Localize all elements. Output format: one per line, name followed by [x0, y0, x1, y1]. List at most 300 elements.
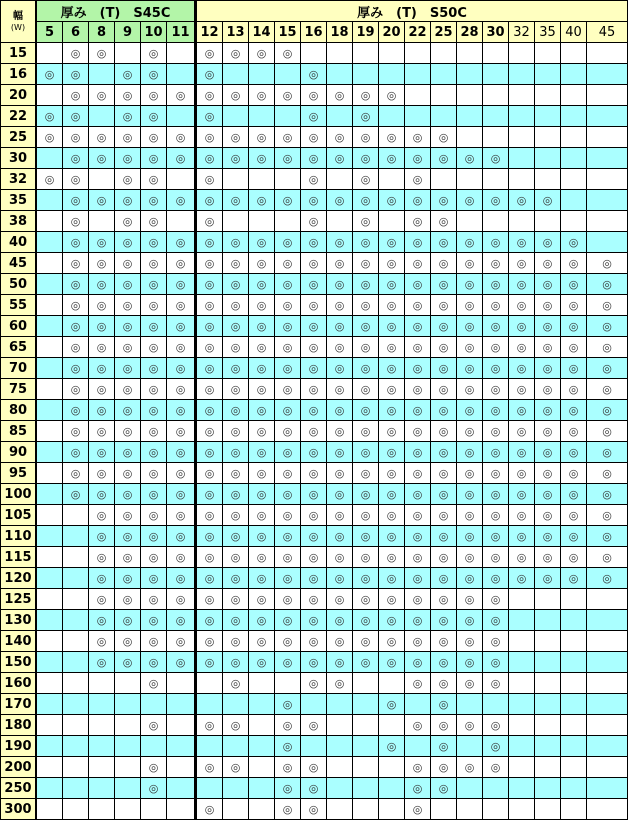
available-mark-icon: ◎	[197, 337, 222, 357]
available-mark-icon: ◎	[561, 442, 586, 462]
empty-cell	[561, 715, 586, 735]
available-mark-icon: ◎	[379, 694, 404, 714]
empty-cell	[167, 694, 194, 714]
available-mark-icon: ◎	[483, 253, 508, 273]
empty-cell	[509, 211, 534, 231]
empty-cell	[37, 274, 62, 294]
empty-cell	[405, 694, 430, 714]
available-mark-icon: ◎	[115, 253, 140, 273]
empty-cell	[379, 778, 404, 798]
thickness-header-5: 5	[37, 22, 62, 42]
available-mark-icon: ◎	[561, 505, 586, 525]
available-mark-icon: ◎	[587, 568, 627, 588]
thickness-header-20: 20	[379, 22, 404, 42]
available-mark-icon: ◎	[483, 463, 508, 483]
available-mark-icon: ◎	[167, 379, 194, 399]
available-mark-icon: ◎	[223, 589, 248, 609]
empty-cell	[561, 169, 586, 189]
available-mark-icon: ◎	[509, 568, 534, 588]
empty-cell	[249, 778, 274, 798]
empty-cell	[587, 190, 627, 210]
empty-cell	[509, 64, 534, 84]
available-mark-icon: ◎	[249, 442, 274, 462]
empty-cell	[561, 757, 586, 777]
available-mark-icon: ◎	[353, 631, 378, 651]
available-mark-icon: ◎	[115, 652, 140, 672]
available-mark-icon: ◎	[141, 190, 166, 210]
available-mark-icon: ◎	[115, 484, 140, 504]
available-mark-icon: ◎	[197, 610, 222, 630]
available-mark-icon: ◎	[509, 400, 534, 420]
available-mark-icon: ◎	[405, 253, 430, 273]
available-mark-icon: ◎	[141, 64, 166, 84]
empty-cell	[431, 799, 456, 819]
empty-cell	[535, 736, 560, 756]
available-mark-icon: ◎	[63, 379, 88, 399]
width-label-32: 32	[1, 169, 35, 189]
empty-cell	[37, 526, 62, 546]
available-mark-icon: ◎	[223, 526, 248, 546]
available-mark-icon: ◎	[275, 757, 300, 777]
available-mark-icon: ◎	[561, 337, 586, 357]
empty-cell	[561, 64, 586, 84]
available-mark-icon: ◎	[223, 232, 248, 252]
empty-cell	[327, 694, 352, 714]
available-mark-icon: ◎	[379, 484, 404, 504]
available-mark-icon: ◎	[275, 421, 300, 441]
width-label-30: 30	[1, 148, 35, 168]
available-mark-icon: ◎	[141, 631, 166, 651]
available-mark-icon: ◎	[509, 295, 534, 315]
available-mark-icon: ◎	[141, 463, 166, 483]
available-mark-icon: ◎	[115, 358, 140, 378]
empty-cell	[587, 127, 627, 147]
empty-cell	[89, 673, 114, 693]
available-mark-icon: ◎	[249, 85, 274, 105]
width-label-140: 140	[1, 631, 35, 651]
empty-cell	[223, 106, 248, 126]
available-mark-icon: ◎	[353, 652, 378, 672]
empty-cell	[561, 652, 586, 672]
empty-cell	[37, 736, 62, 756]
thickness-header-40: 40	[561, 22, 586, 42]
available-mark-icon: ◎	[167, 547, 194, 567]
available-mark-icon: ◎	[141, 43, 166, 63]
empty-cell	[115, 736, 140, 756]
empty-cell	[535, 610, 560, 630]
available-mark-icon: ◎	[353, 610, 378, 630]
empty-cell	[197, 673, 222, 693]
available-mark-icon: ◎	[561, 295, 586, 315]
available-mark-icon: ◎	[327, 274, 352, 294]
thickness-header-11: 11	[167, 22, 194, 42]
available-mark-icon: ◎	[327, 463, 352, 483]
available-mark-icon: ◎	[431, 736, 456, 756]
available-mark-icon: ◎	[249, 652, 274, 672]
empty-cell	[587, 211, 627, 231]
available-mark-icon: ◎	[457, 400, 482, 420]
available-mark-icon: ◎	[483, 736, 508, 756]
available-mark-icon: ◎	[275, 631, 300, 651]
available-mark-icon: ◎	[275, 589, 300, 609]
available-mark-icon: ◎	[431, 148, 456, 168]
available-mark-icon: ◎	[223, 379, 248, 399]
available-mark-icon: ◎	[63, 127, 88, 147]
available-mark-icon: ◎	[167, 274, 194, 294]
empty-cell	[37, 148, 62, 168]
empty-cell	[587, 694, 627, 714]
available-mark-icon: ◎	[483, 547, 508, 567]
empty-cell	[535, 673, 560, 693]
available-mark-icon: ◎	[327, 652, 352, 672]
available-mark-icon: ◎	[509, 505, 534, 525]
available-mark-icon: ◎	[535, 295, 560, 315]
available-mark-icon: ◎	[379, 274, 404, 294]
available-mark-icon: ◎	[89, 652, 114, 672]
empty-cell	[535, 694, 560, 714]
empty-cell	[37, 610, 62, 630]
available-mark-icon: ◎	[431, 211, 456, 231]
available-mark-icon: ◎	[167, 337, 194, 357]
width-label-180: 180	[1, 715, 35, 735]
available-mark-icon: ◎	[167, 148, 194, 168]
empty-cell	[535, 652, 560, 672]
empty-cell	[509, 610, 534, 630]
thickness-header-18: 18	[327, 22, 352, 42]
empty-cell	[535, 799, 560, 819]
available-mark-icon: ◎	[457, 295, 482, 315]
available-mark-icon: ◎	[353, 85, 378, 105]
available-mark-icon: ◎	[353, 316, 378, 336]
available-mark-icon: ◎	[405, 568, 430, 588]
available-mark-icon: ◎	[197, 85, 222, 105]
available-mark-icon: ◎	[483, 442, 508, 462]
available-mark-icon: ◎	[379, 379, 404, 399]
empty-cell	[37, 631, 62, 651]
empty-cell	[353, 736, 378, 756]
empty-cell	[275, 211, 300, 231]
empty-cell	[535, 778, 560, 798]
available-mark-icon: ◎	[223, 715, 248, 735]
available-mark-icon: ◎	[379, 85, 404, 105]
available-mark-icon: ◎	[249, 148, 274, 168]
available-mark-icon: ◎	[327, 610, 352, 630]
available-mark-icon: ◎	[457, 190, 482, 210]
empty-cell	[483, 694, 508, 714]
width-label-85: 85	[1, 421, 35, 441]
available-mark-icon: ◎	[223, 43, 248, 63]
available-mark-icon: ◎	[223, 757, 248, 777]
available-mark-icon: ◎	[141, 316, 166, 336]
available-mark-icon: ◎	[509, 358, 534, 378]
available-mark-icon: ◎	[353, 127, 378, 147]
available-mark-icon: ◎	[405, 673, 430, 693]
available-mark-icon: ◎	[327, 295, 352, 315]
empty-cell	[249, 694, 274, 714]
available-mark-icon: ◎	[167, 190, 194, 210]
group-header-s45c: 厚み (T) S45C	[37, 1, 194, 21]
thickness-header-10: 10	[141, 22, 166, 42]
available-mark-icon: ◎	[379, 652, 404, 672]
available-mark-icon: ◎	[223, 400, 248, 420]
available-mark-icon: ◎	[141, 358, 166, 378]
empty-cell	[89, 694, 114, 714]
available-mark-icon: ◎	[249, 526, 274, 546]
thickness-header-25: 25	[431, 22, 456, 42]
available-mark-icon: ◎	[223, 274, 248, 294]
empty-cell	[37, 295, 62, 315]
empty-cell	[405, 43, 430, 63]
available-mark-icon: ◎	[63, 484, 88, 504]
available-mark-icon: ◎	[301, 652, 326, 672]
available-mark-icon: ◎	[275, 652, 300, 672]
available-mark-icon: ◎	[301, 232, 326, 252]
available-mark-icon: ◎	[301, 568, 326, 588]
available-mark-icon: ◎	[353, 463, 378, 483]
available-mark-icon: ◎	[353, 358, 378, 378]
available-mark-icon: ◎	[223, 127, 248, 147]
available-mark-icon: ◎	[63, 463, 88, 483]
available-mark-icon: ◎	[561, 358, 586, 378]
available-mark-icon: ◎	[587, 295, 627, 315]
available-mark-icon: ◎	[115, 505, 140, 525]
available-mark-icon: ◎	[167, 484, 194, 504]
empty-cell	[63, 757, 88, 777]
available-mark-icon: ◎	[483, 190, 508, 210]
empty-cell	[379, 64, 404, 84]
available-mark-icon: ◎	[561, 274, 586, 294]
available-mark-icon: ◎	[141, 127, 166, 147]
empty-cell	[561, 148, 586, 168]
thickness-header-28: 28	[457, 22, 482, 42]
empty-cell	[587, 715, 627, 735]
empty-cell	[167, 799, 194, 819]
available-mark-icon: ◎	[63, 148, 88, 168]
available-mark-icon: ◎	[431, 463, 456, 483]
available-mark-icon: ◎	[275, 526, 300, 546]
available-mark-icon: ◎	[275, 463, 300, 483]
empty-cell	[509, 43, 534, 63]
available-mark-icon: ◎	[353, 568, 378, 588]
available-mark-icon: ◎	[63, 295, 88, 315]
empty-cell	[115, 778, 140, 798]
empty-cell	[509, 736, 534, 756]
empty-cell	[37, 85, 62, 105]
empty-cell	[37, 547, 62, 567]
available-mark-icon: ◎	[431, 337, 456, 357]
available-mark-icon: ◎	[509, 463, 534, 483]
available-mark-icon: ◎	[587, 484, 627, 504]
available-mark-icon: ◎	[89, 295, 114, 315]
available-mark-icon: ◎	[561, 400, 586, 420]
available-mark-icon: ◎	[63, 274, 88, 294]
empty-cell	[63, 610, 88, 630]
available-mark-icon: ◎	[249, 505, 274, 525]
available-mark-icon: ◎	[301, 631, 326, 651]
empty-cell	[561, 673, 586, 693]
empty-cell	[63, 505, 88, 525]
available-mark-icon: ◎	[141, 442, 166, 462]
empty-cell	[561, 610, 586, 630]
available-mark-icon: ◎	[115, 589, 140, 609]
empty-cell	[431, 43, 456, 63]
empty-cell	[37, 463, 62, 483]
available-mark-icon: ◎	[63, 106, 88, 126]
available-mark-icon: ◎	[63, 253, 88, 273]
thickness-header-30: 30	[483, 22, 508, 42]
empty-cell	[379, 106, 404, 126]
available-mark-icon: ◎	[535, 526, 560, 546]
empty-cell	[115, 799, 140, 819]
available-mark-icon: ◎	[89, 484, 114, 504]
available-mark-icon: ◎	[301, 463, 326, 483]
empty-cell	[167, 778, 194, 798]
available-mark-icon: ◎	[141, 652, 166, 672]
available-mark-icon: ◎	[197, 799, 222, 819]
available-mark-icon: ◎	[301, 715, 326, 735]
empty-cell	[115, 694, 140, 714]
available-mark-icon: ◎	[275, 715, 300, 735]
available-mark-icon: ◎	[115, 316, 140, 336]
empty-cell	[37, 190, 62, 210]
empty-cell	[63, 652, 88, 672]
empty-cell	[115, 715, 140, 735]
available-mark-icon: ◎	[89, 253, 114, 273]
available-mark-icon: ◎	[197, 190, 222, 210]
available-mark-icon: ◎	[249, 358, 274, 378]
empty-cell	[275, 106, 300, 126]
available-mark-icon: ◎	[89, 232, 114, 252]
available-mark-icon: ◎	[405, 778, 430, 798]
empty-cell	[457, 778, 482, 798]
available-mark-icon: ◎	[167, 568, 194, 588]
available-mark-icon: ◎	[353, 421, 378, 441]
available-mark-icon: ◎	[223, 631, 248, 651]
available-mark-icon: ◎	[115, 547, 140, 567]
available-mark-icon: ◎	[509, 337, 534, 357]
available-mark-icon: ◎	[327, 400, 352, 420]
available-mark-icon: ◎	[483, 484, 508, 504]
available-mark-icon: ◎	[379, 736, 404, 756]
available-mark-icon: ◎	[405, 190, 430, 210]
available-mark-icon: ◎	[141, 379, 166, 399]
available-mark-icon: ◎	[405, 421, 430, 441]
empty-cell	[587, 64, 627, 84]
available-mark-icon: ◎	[535, 484, 560, 504]
thickness-header-15: 15	[275, 22, 300, 42]
available-mark-icon: ◎	[301, 505, 326, 525]
empty-cell	[37, 43, 62, 63]
empty-cell	[535, 148, 560, 168]
available-mark-icon: ◎	[587, 526, 627, 546]
available-mark-icon: ◎	[535, 316, 560, 336]
empty-cell	[457, 736, 482, 756]
empty-cell	[587, 169, 627, 189]
available-mark-icon: ◎	[483, 631, 508, 651]
available-mark-icon: ◎	[197, 568, 222, 588]
empty-cell	[223, 211, 248, 231]
available-mark-icon: ◎	[167, 631, 194, 651]
available-mark-icon: ◎	[249, 43, 274, 63]
thickness-header-35: 35	[535, 22, 560, 42]
empty-cell	[115, 673, 140, 693]
available-mark-icon: ◎	[167, 295, 194, 315]
available-mark-icon: ◎	[483, 610, 508, 630]
available-mark-icon: ◎	[223, 421, 248, 441]
empty-cell	[275, 169, 300, 189]
available-mark-icon: ◎	[535, 253, 560, 273]
available-mark-icon: ◎	[457, 316, 482, 336]
empty-cell	[249, 736, 274, 756]
empty-cell	[457, 106, 482, 126]
available-mark-icon: ◎	[167, 127, 194, 147]
available-mark-icon: ◎	[379, 127, 404, 147]
available-mark-icon: ◎	[197, 589, 222, 609]
available-mark-icon: ◎	[353, 169, 378, 189]
empty-cell	[587, 232, 627, 252]
available-mark-icon: ◎	[353, 379, 378, 399]
empty-cell	[405, 736, 430, 756]
available-mark-icon: ◎	[405, 169, 430, 189]
available-mark-icon: ◎	[301, 127, 326, 147]
empty-cell	[405, 85, 430, 105]
available-mark-icon: ◎	[457, 442, 482, 462]
width-label-300: 300	[1, 799, 35, 819]
empty-cell	[405, 106, 430, 126]
available-mark-icon: ◎	[301, 274, 326, 294]
available-mark-icon: ◎	[115, 610, 140, 630]
empty-cell	[37, 232, 62, 252]
empty-cell	[223, 694, 248, 714]
empty-cell	[141, 694, 166, 714]
width-label-50: 50	[1, 274, 35, 294]
available-mark-icon: ◎	[197, 484, 222, 504]
available-mark-icon: ◎	[353, 400, 378, 420]
available-mark-icon: ◎	[301, 547, 326, 567]
available-mark-icon: ◎	[405, 442, 430, 462]
available-mark-icon: ◎	[405, 610, 430, 630]
width-label-190: 190	[1, 736, 35, 756]
available-mark-icon: ◎	[223, 253, 248, 273]
available-mark-icon: ◎	[483, 757, 508, 777]
available-mark-icon: ◎	[483, 421, 508, 441]
empty-cell	[37, 421, 62, 441]
available-mark-icon: ◎	[141, 85, 166, 105]
available-mark-icon: ◎	[141, 778, 166, 798]
available-mark-icon: ◎	[223, 316, 248, 336]
empty-cell	[37, 358, 62, 378]
available-mark-icon: ◎	[431, 379, 456, 399]
available-mark-icon: ◎	[223, 610, 248, 630]
available-mark-icon: ◎	[509, 526, 534, 546]
available-mark-icon: ◎	[379, 547, 404, 567]
available-mark-icon: ◎	[275, 190, 300, 210]
empty-cell	[37, 316, 62, 336]
available-mark-icon: ◎	[457, 673, 482, 693]
empty-cell	[167, 169, 194, 189]
empty-cell	[561, 694, 586, 714]
available-mark-icon: ◎	[197, 127, 222, 147]
available-mark-icon: ◎	[249, 484, 274, 504]
available-mark-icon: ◎	[379, 610, 404, 630]
available-mark-icon: ◎	[535, 442, 560, 462]
available-mark-icon: ◎	[275, 442, 300, 462]
empty-cell	[327, 757, 352, 777]
empty-cell	[483, 85, 508, 105]
available-mark-icon: ◎	[249, 379, 274, 399]
empty-cell	[141, 799, 166, 819]
available-mark-icon: ◎	[431, 253, 456, 273]
